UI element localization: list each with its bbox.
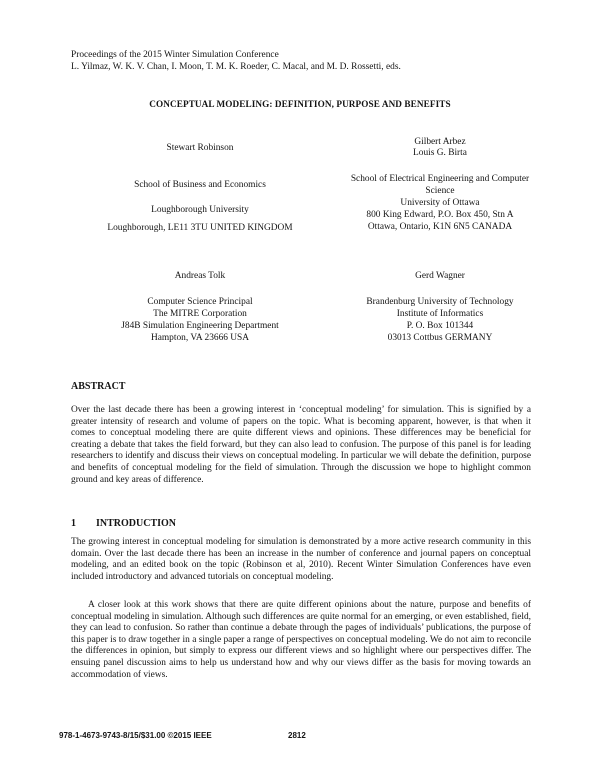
- editors-line: L. Yilmaz, W. K. V. Chan, I. Moon, T. M. K. Roeder, C. Macal, and M. D. Rossetti, eds.: [71, 62, 401, 72]
- author-name-wagner: Gerd Wagner: [415, 271, 465, 281]
- affiliation-wagner-1: Brandenburg University of Technology: [366, 297, 514, 307]
- affiliation-addr-arbez-1: 800 King Edward, P.O. Box 450, Stn A: [366, 210, 514, 220]
- isbn-copyright: 978-1-4673-9743-8/15/$31.00 ©2015 IEEE: [59, 731, 212, 740]
- section-number: 1: [71, 518, 76, 529]
- section-heading: INTRODUCTION: [96, 518, 177, 529]
- page-number: 2812: [288, 731, 306, 740]
- affiliation-dept-arbez-2: Science: [425, 186, 455, 196]
- affiliation-addr-robinson: Loughborough, LE11 3TU UNITED KINGDOM: [107, 223, 293, 233]
- affiliation-addr-arbez-2: Ottawa, Ontario, K1N 6N5 CANADA: [367, 222, 513, 232]
- abstract-text: Over the last decade there has been a growing interest in ‘conceptual modeling’ for simulation. This is signified by a greater intensity of research and volume of papers on the topic. What is becoming apparent, however, is that when it comes to conceptual modeling there are quite different views and opinions. These differences may be beneficial for creating a debate that takes the field forward, but they can also lead to confusion. The purpose of this panel is for leading researchers to identify and discuss their views on conceptual modeling. In particular we will debate the definition, purpose and benefits of conceptual modeling for the field of simulation. Through the discussion we hope to highlight common ground and key areas of difference.: [71, 405, 531, 485]
- author-name-arbez: Gilbert Arbez: [414, 137, 466, 147]
- intro-paragraph-1: The growing interest in conceptual modeling for simulation is demonstrated by a more active research community in this domain. Over the last decade there has been an increase in the number of conference and journal papers on conceptual modeling, and an edited book on the topic (Robinson et al, 2010). Recent Winter Simulation Conferences have even included introductory and advanced tutorials on conceptual modeling.: [71, 537, 531, 582]
- affiliation-univ-robinson: Loughborough University: [151, 205, 249, 215]
- affiliation-dept-arbez-1: School of Electrical Engineering and Computer: [350, 174, 530, 184]
- proceedings-line: Proceedings of the 2015 Winter Simulation Conference: [71, 50, 279, 60]
- author-name-robinson: Stewart Robinson: [166, 143, 234, 153]
- paper-title: CONCEPTUAL MODELING: DEFINITION, PURPOSE AND BENEFITS: [149, 99, 451, 109]
- affiliation-wagner-2: Institute of Informatics: [396, 309, 484, 319]
- affiliation-tolk-1: Computer Science Principal: [147, 297, 253, 307]
- affiliation-dept-robinson: School of Business and Economics: [134, 180, 266, 190]
- affiliation-wagner-4: 03013 Cottbus GERMANY: [387, 333, 493, 343]
- author-name-tolk: Andreas Tolk: [174, 271, 226, 281]
- affiliation-tolk-3: J84B Simulation Engineering Department: [121, 321, 279, 331]
- affiliation-tolk-4: Hampton, VA 23666 USA: [150, 333, 250, 343]
- affiliation-wagner-3: P. O. Box 101344: [406, 321, 474, 331]
- intro-paragraph-2: A closer look at this work shows that there are quite different opinions about the nature, purpose and benefits of conceptual modeling in simulation. Although such differences are quite normal for an emerging, or even established, field, they can lead to confusion. So rather than continue a debate through the pages of individuals’ publications, the purpose of this paper is to draw together in a single paper a range of perspectives on conceptual modeling. We do not aim to reconcile the differences in opinion, but simply to express our different views and so highlight where our perspectives differ. The ensuing panel discussion aims to help us understand how and why our views differ as the basis for moving towards an accommodation of views.: [71, 600, 531, 680]
- author-name-birta: Louis G. Birta: [413, 148, 467, 158]
- affiliation-tolk-2: The MITRE Corporation: [153, 309, 247, 319]
- affiliation-univ-arbez: University of Ottawa: [400, 198, 480, 208]
- abstract-heading: ABSTRACT: [71, 381, 126, 392]
